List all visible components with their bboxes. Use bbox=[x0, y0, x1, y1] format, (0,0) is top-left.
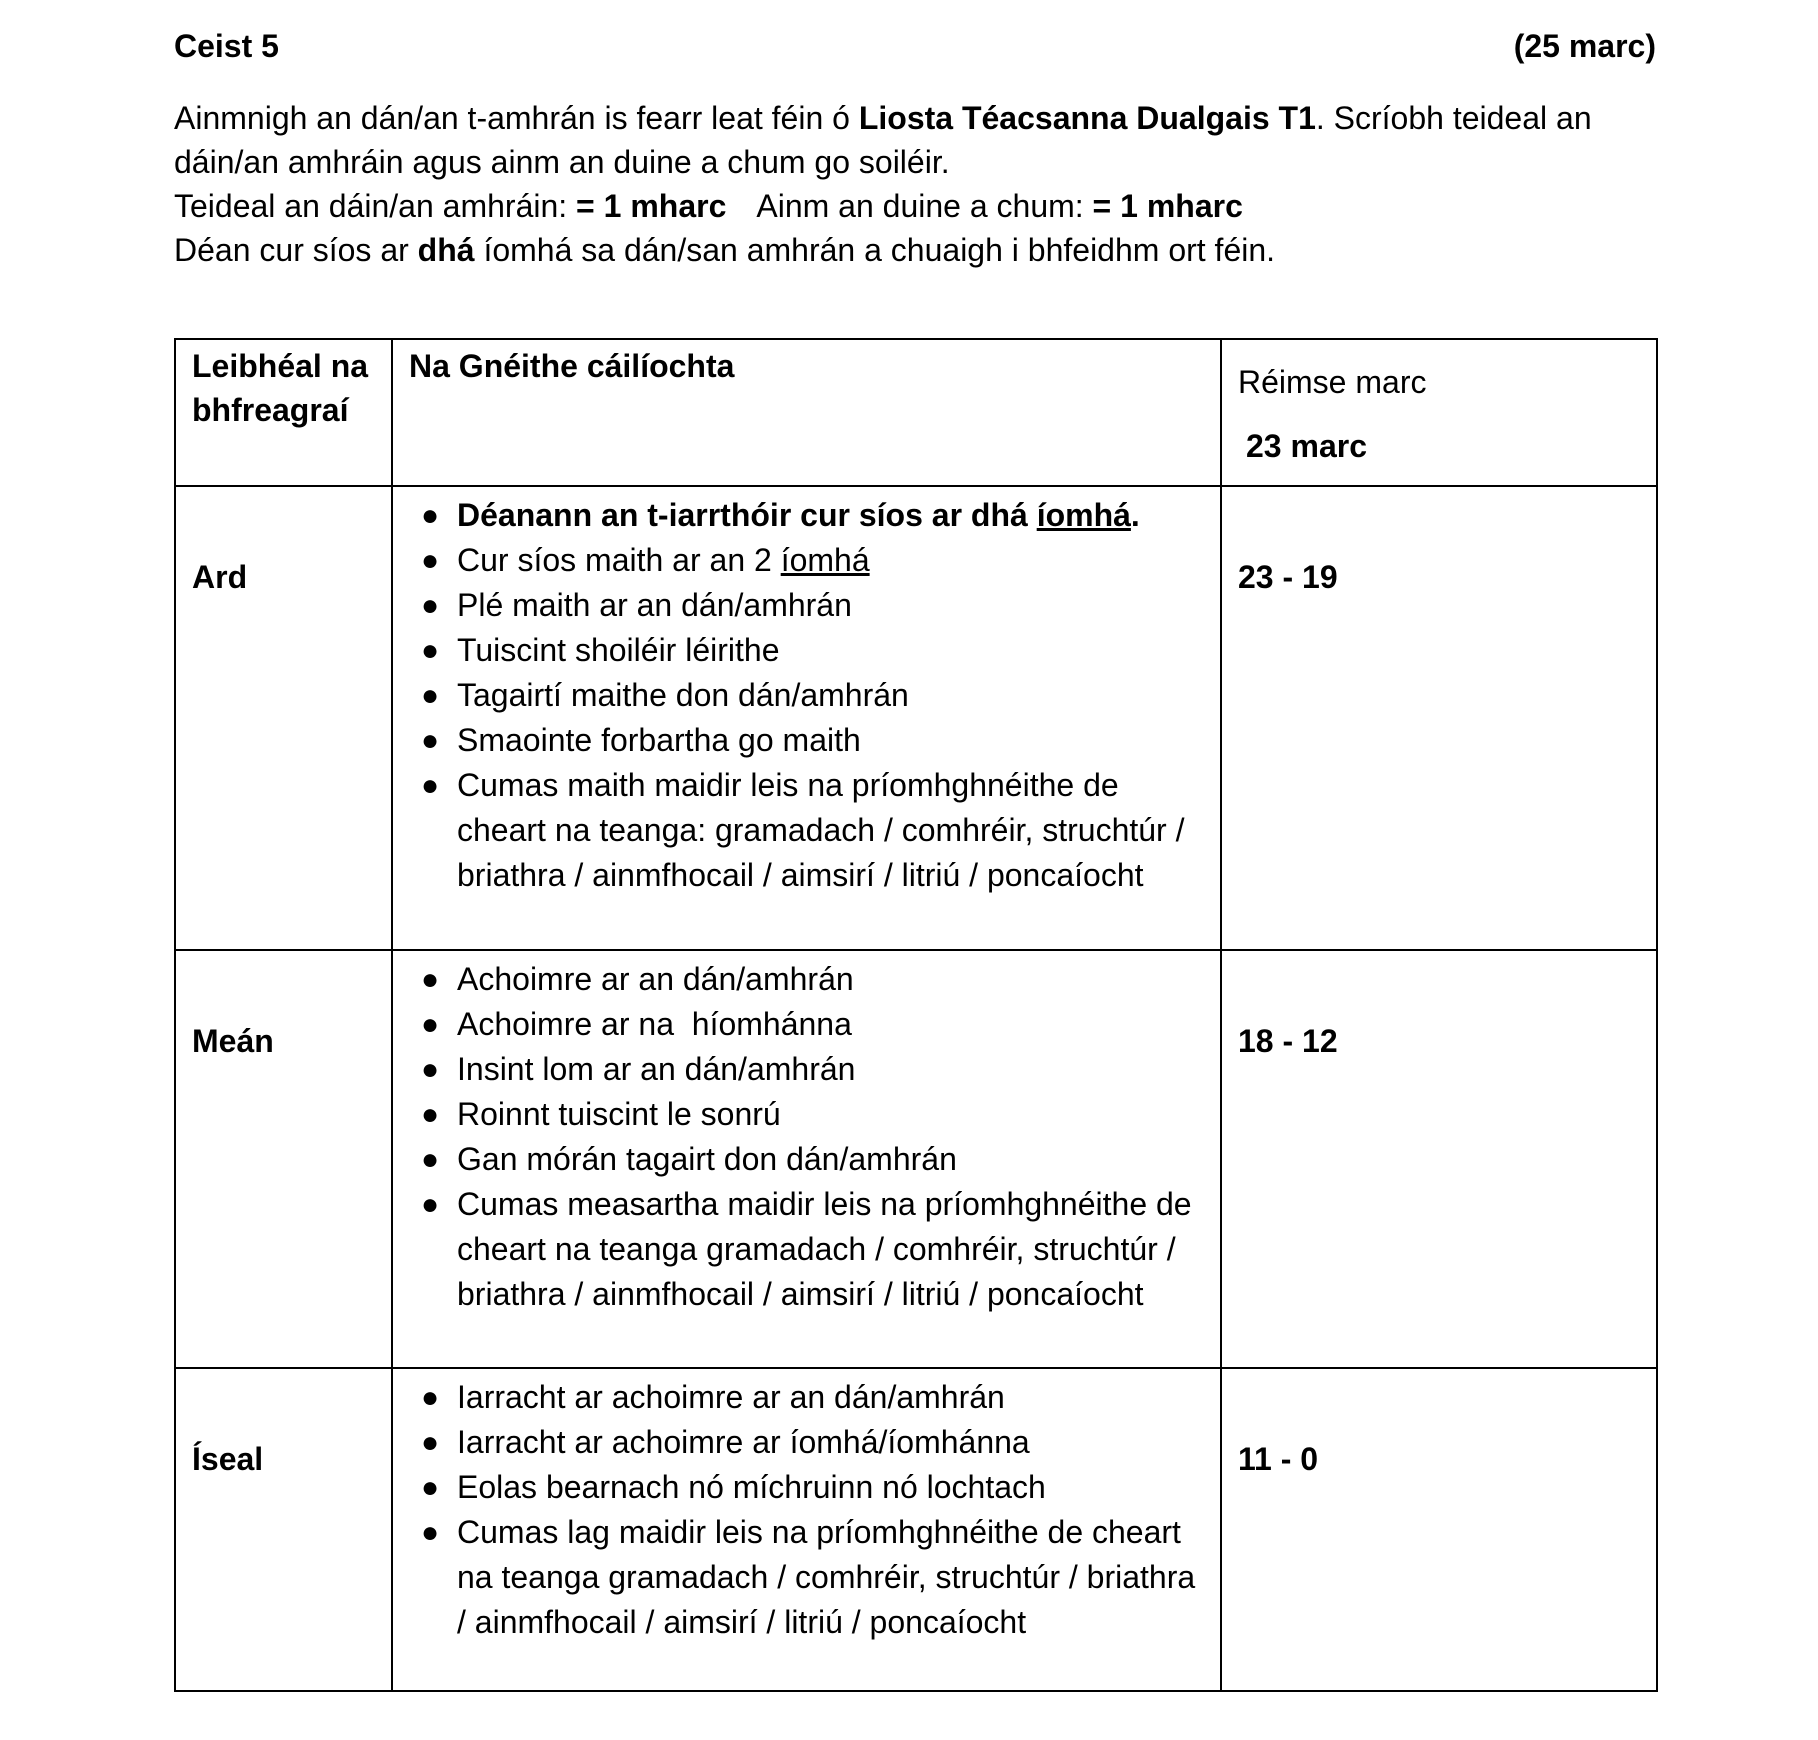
marks-line bbox=[174, 184, 1656, 228]
item-text: Cumas maith maidir leis na príomhghnéithe de cheart na teanga: gramadach / comhréir, struchtúr / briathra / ainmfhocail / aimsirí / litriú / poncaíocht bbox=[457, 767, 1185, 893]
item-text: Eolas bearnach nó míchruinn nó lochtach bbox=[457, 1469, 1046, 1505]
list-item bbox=[421, 957, 1204, 1002]
header-range bbox=[1221, 339, 1657, 486]
bullet-icon: ● bbox=[421, 963, 440, 996]
item-underlined: íomhá bbox=[1036, 497, 1131, 533]
intro-text-1: Ainmnigh an dán/an t-amhrán is fearr leat féin ó bbox=[174, 100, 859, 136]
item-text: Cur síos maith ar an 2 bbox=[457, 542, 781, 578]
list-item bbox=[421, 763, 1204, 898]
bullet-icon: ● bbox=[421, 679, 440, 712]
bullet-icon: ● bbox=[421, 1143, 440, 1176]
criteria-list bbox=[409, 957, 1204, 1317]
range-value: 23 - 19 bbox=[1221, 486, 1657, 950]
criteria-list bbox=[409, 1375, 1204, 1645]
list-item bbox=[421, 1375, 1204, 1420]
header-qualities: Na Gnéithe cáilíochta bbox=[392, 339, 1221, 486]
item-text: Cumas lag maidir leis na príomhghnéithe de cheart na teanga gramadach / comhréir, struchtúr / briathra / ainmfhocail / aimsirí / litriú / poncaíocht bbox=[457, 1514, 1196, 1640]
criteria-cell bbox=[392, 486, 1221, 950]
item-text: Achoimre ar an dán/amhrán bbox=[457, 961, 854, 997]
bullet-icon: ● bbox=[421, 589, 440, 622]
header-level: Leibhéal na bhfreagraí bbox=[175, 339, 392, 486]
bullet-icon: ● bbox=[421, 1053, 440, 1086]
instruction-bold: dhá bbox=[417, 232, 475, 268]
list-item bbox=[421, 718, 1204, 763]
list-item bbox=[421, 1420, 1204, 1465]
list-item bbox=[421, 1465, 1204, 1510]
bullet-icon: ● bbox=[421, 1471, 440, 1504]
range-value: 18 - 12 bbox=[1221, 950, 1657, 1368]
instruction-text-2: íomhá sa dán/san amhrán a chuaigh i bhfeidhm ort féin. bbox=[474, 232, 1276, 268]
list-item bbox=[421, 1047, 1204, 1092]
level-label: Íseal bbox=[175, 1368, 392, 1691]
header-range-label: Réimse marc bbox=[1238, 364, 1427, 400]
marking-scheme-page bbox=[174, 0, 1656, 1640]
list-item bbox=[421, 583, 1204, 628]
question-marks: (25 marc) bbox=[1513, 28, 1656, 64]
item-text: Insint lom ar an dán/amhrán bbox=[457, 1051, 856, 1087]
bullet-icon: ● bbox=[421, 769, 440, 802]
item-text: Plé maith ar an dán/amhrán bbox=[457, 587, 852, 623]
table-row bbox=[175, 950, 1657, 1368]
intro-bold-list: Liosta Téacsanna Dualgais T1 bbox=[858, 100, 1316, 136]
level-label: Meán bbox=[175, 950, 392, 1368]
table-row bbox=[175, 486, 1657, 950]
bullet-icon: ● bbox=[421, 1381, 440, 1414]
bullet-icon: ● bbox=[421, 634, 440, 667]
list-item bbox=[421, 673, 1204, 718]
item-text: Tagairtí maithe don dán/amhrán bbox=[457, 677, 909, 713]
list-item bbox=[421, 628, 1204, 673]
title-marks-value: = 1 mharc bbox=[576, 188, 727, 224]
list-item bbox=[421, 493, 1204, 538]
criteria-cell bbox=[392, 950, 1221, 1368]
list-item bbox=[421, 1510, 1204, 1645]
header-range-marks: 23 marc bbox=[1246, 428, 1367, 464]
author-marks-label: Ainm an duine a chum: bbox=[756, 188, 1093, 224]
item-text: Achoimre ar na híomhánna bbox=[457, 1006, 852, 1042]
intro-text-2: . Scríobh teideal an dáin/an amhráin agus ainm an duine a chum go soiléir. bbox=[174, 100, 1592, 180]
bullet-icon: ● bbox=[421, 1426, 440, 1459]
table-header-row bbox=[175, 339, 1657, 486]
list-item bbox=[421, 1182, 1204, 1317]
criteria-list bbox=[409, 493, 1204, 898]
rubric-table bbox=[174, 338, 1658, 1692]
item-text: Cumas measartha maidir leis na príomhghnéithe de cheart na teanga gramadach / comhréir, struchtúr / briathra / ainmfhocail / aimsirí / litriú / poncaíocht bbox=[457, 1186, 1192, 1312]
instruction-text-1: Déan cur síos ar bbox=[174, 232, 418, 268]
criteria-cell bbox=[392, 1368, 1221, 1691]
item-text-end: . bbox=[1130, 497, 1140, 533]
question-header bbox=[174, 0, 1656, 96]
list-item bbox=[421, 538, 1204, 583]
bullet-icon: ● bbox=[421, 499, 440, 532]
list-item bbox=[421, 1137, 1204, 1182]
item-text: Iarracht ar achoimre ar íomhá/íomhánna bbox=[457, 1424, 1030, 1460]
item-text: Roinnt tuiscint le sonrú bbox=[457, 1096, 781, 1132]
item-text: Déanann an t-iarrthóir cur síos ar dhá bbox=[457, 497, 1037, 533]
list-item bbox=[421, 1002, 1204, 1047]
level-label: Ard bbox=[175, 486, 392, 950]
bullet-icon: ● bbox=[421, 1516, 440, 1549]
item-underlined: íomhá bbox=[780, 542, 870, 578]
table-row bbox=[175, 1368, 1657, 1691]
title-marks-label: Teideal an dáin/an amhráin: bbox=[174, 188, 577, 224]
item-text: Gan mórán tagairt don dán/amhrán bbox=[457, 1141, 957, 1177]
item-text: Iarracht ar achoimre ar an dán/amhrán bbox=[457, 1379, 1005, 1415]
bullet-icon: ● bbox=[421, 1098, 440, 1131]
bullet-icon: ● bbox=[421, 724, 440, 757]
bullet-icon: ● bbox=[421, 1188, 440, 1221]
bullet-icon: ● bbox=[421, 1008, 440, 1041]
author-marks-value: = 1 mharc bbox=[1092, 188, 1243, 224]
question-title: Ceist 5 bbox=[174, 28, 279, 64]
intro-paragraph bbox=[174, 96, 1656, 184]
instruction-paragraph bbox=[174, 228, 1656, 272]
item-text: Smaointe forbartha go maith bbox=[457, 722, 861, 758]
bullet-icon: ● bbox=[421, 544, 440, 577]
item-text: Tuiscint shoiléir léirithe bbox=[457, 632, 780, 668]
list-item bbox=[421, 1092, 1204, 1137]
range-value: 11 - 0 bbox=[1221, 1368, 1657, 1691]
